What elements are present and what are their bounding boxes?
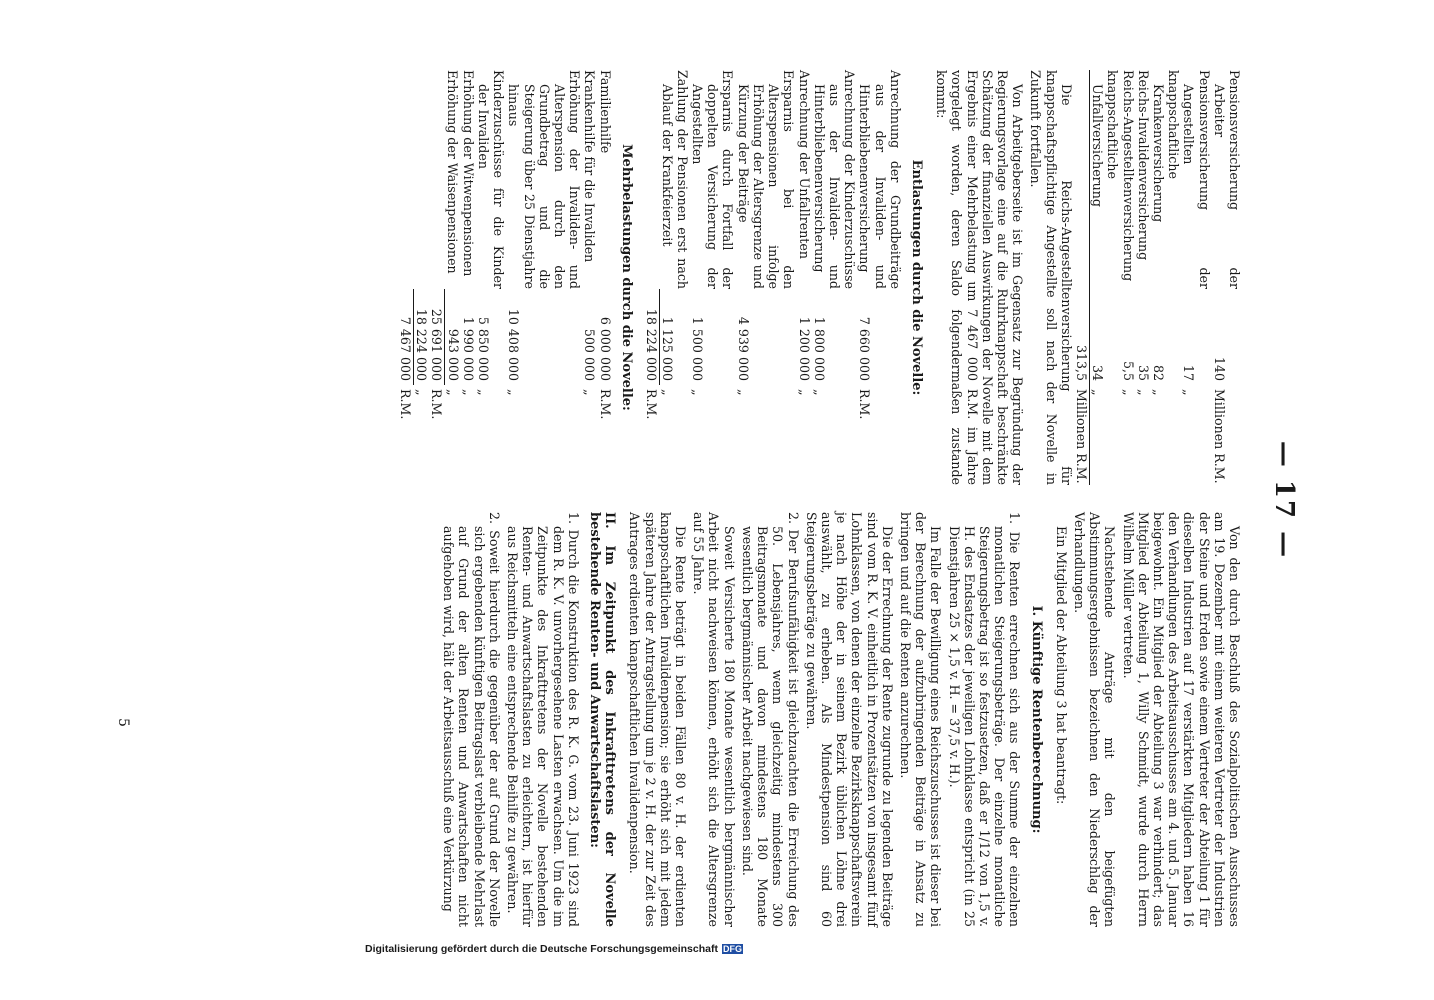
section-heading-inkrafttreten: II. Im Zeitpunkt des Inkrafttretens der Novelle bestehende Renten- und Anwartschaftslasten: [587, 512, 618, 927]
burden-heading: Mehrbelastungen durch die Novelle: [618, 144, 634, 411]
insurance-row [1181, 70, 1211, 485]
page-header-number: — 17 — [1269, 440, 1299, 560]
relief-row-value: 1 800 000 [811, 316, 827, 381]
burden-row-unit: „ [582, 389, 598, 396]
insurance-row-unit: „ [1181, 389, 1197, 396]
insurance-row-label: Pensionsversicherung der Angestellten [1181, 70, 1212, 289]
dfg-side-note [365, 938, 1325, 960]
insurance-row-value: 82 [1150, 364, 1166, 381]
burden-row-label: Krankenhilfe für die Invaliden [582, 70, 598, 263]
burden-row-label: Erhöhung der Invaliden- und Alterspension durch den Grundbetrag und die Steigerung über 25 Dienstjahre hinaus [506, 70, 583, 289]
burden-row-label: Kinderzuschüsse für die Kinder der Invaliden [475, 70, 507, 289]
insurance-row [1212, 70, 1242, 485]
relief-row [690, 70, 736, 485]
burden-sum-value: 25 691 000 [429, 289, 445, 385]
relief-row-unit: „ [690, 389, 706, 396]
burden-row-label: Erhöhung der Witwenpensionen [460, 70, 476, 277]
item-1-beitraege: Die der Errechnung der Rente zugrunde zu legenden Beiträge sind vom R. K. V. einheitlich in Prozentsätzen von insgesamt fünf Lohnklassen, von denen der einzelne Bezirksknappschaftsverein je nach Höhe der in seinem Bezirk üblichen Löhne drei auswählt, zu erheben. Als Mindestpension sind 60 Steigerungsbeträge zu gewähren. [803, 512, 895, 927]
item-4-text: 2. Soweit hierdurch die gegenüber der auf Grund der Novelle sich ergebenden künftigen Beitragslast verbleibende Mehrlast auf Grund der alten Renten und Anwartschaften nicht aufgehoben wird, hält der Arbeitsausschuß eine Verkürzung [441, 512, 502, 927]
relief-heading: Entlastungen durch die Novelle: [908, 159, 924, 396]
relief-row [812, 70, 858, 485]
burden-row-value: 943 000 [445, 328, 461, 381]
relief-row-value: 1 200 000 [796, 316, 812, 381]
relief-row-label: Ersparnis bei den Alterspensionen infolge Erhöhung der Altersgrenze und Kürzung der Beiträge [735, 70, 797, 289]
insurance-row-value: 5,5 [1120, 360, 1136, 381]
item-3-text: 1. Durch die Konstruktion des R. K. G. vom 23. Juni 1923 sind dem R. K. V. unvorhergesehene Lasten erwachsen. Um die im Zeitpunkte des Inkrafttretens der Novelle bestehenden Renten- und Anwartschaftslasten zu erleichtern, ist hierfür aus Reichsmitteln eine entsprechende Beihilfe zu gewähren. [505, 512, 581, 927]
item-1-text: 1. Die Renten errechnen sich aus der Summe der einzelnen monatlichen Steigerungsbeträge. Der einzelne monatliche Steigerungsbetrag ist so festzusetzen, daß er 1/12 von 1,5 v. H. des Endsatzes der jeweiligen Lohnklasse entspricht (in 25 Dienstjahren 25 × 1,5 v. H. = 37,5 v. H.). [946, 512, 1023, 927]
relief-total-row [644, 70, 660, 485]
burden-sum-unit: R.M. [429, 389, 445, 420]
relief-total-value: 18 224 000 [644, 289, 660, 385]
scanned-page [97, 40, 1337, 960]
insurance-row-label: knappschaftliche Unfallversicherung [1090, 70, 1121, 207]
burden-row-label: Erhöhung der Waisenpensionen [445, 70, 461, 274]
relief-row-label: Anrechnung der Kinderzuschüsse aus der Invaliden- und Hinterbliebenenversicherung [811, 70, 858, 289]
total-unit: Millionen R.M. [1074, 385, 1090, 485]
relief-row [736, 70, 797, 485]
insurance-row-label: Reichs-Angestelltenversicherung [1120, 70, 1136, 282]
relief-row-value: 1 500 000 [690, 316, 706, 381]
paragraph-antrag-intro: Ein Mitglied der Abteilung 3 hat beantragt: [1053, 526, 1069, 805]
insurance-row-value: 17 [1181, 364, 1197, 381]
relief-row-unit: „ [811, 389, 827, 396]
paragraph-ausschuss: Von den durch Beschluß des Sozialpolitischen Ausschusses am 19. Dezember mit einem weiteren Vertreter der Industrien der Steine und Erden sowie einem Vertreter der Abteilung 1 für dieselben Industrien auf 17 verstärkten Mitgliedern haben 16 den Verhandlungen des Arbeitsausschusses am 4. und 5. Januar beigewohnt. Ein Mitglied der Abteilung 3 war verhindert; das Mitglied der Abteilung 1, Willy Schmidt, wurde durch Herrn Wilhelm Müller vertreten. [1120, 512, 1242, 927]
right-column [438, 512, 1242, 927]
dfg-logo: DFG [722, 944, 742, 954]
insurance-row-label: Pensionsversicherung der Arbeiter [1211, 70, 1242, 289]
paragraph-arbeitgeber: Von Arbeitgeberseite ist im Gegensatz zur Begründung der Regierungsvorlage eine auf die Ruhrknappschaft beschränkte Schätzung der finanziellen Auswirkungen der Novelle mit dem Ergebnis einer Mehrbelastung um 7 467 000 R.M. im Jahre vorgelegt worden, deren Saldo folgendermaßen zustande kommt: [934, 70, 1026, 485]
relief-row-label: Anrechnung der Grundbeiträge aus der Invaliden- und Hinterbliebenenversicherung [857, 70, 903, 289]
burden-sum-row [429, 70, 445, 485]
burden-row-value: 6 000 000 [597, 316, 613, 381]
insurance-row-unit: „ [1090, 389, 1106, 396]
insurance-row-unit: „ [1120, 389, 1136, 396]
insurance-row-label: Reichs-Invalidenversicherung [1135, 70, 1151, 261]
relief-row-label: Ersparnis durch Fortfall der doppelten Versicherung der Angestellten [690, 70, 736, 289]
burden-row-unit: „ [460, 389, 476, 396]
relief-row [796, 70, 811, 485]
insurance-row-unit: Millionen R.M. [1211, 389, 1227, 484]
relief-row-label: Zahlung der Pensionen erst nach Ablauf der Krankfeierzeit [659, 70, 690, 289]
insurance-row-value: 34 [1090, 364, 1106, 381]
item-2-rente: Die Rente beträgt in beiden Fällen 80 v. H. der erdienten knappschaftlichen Invalidenpension; sie erhöht sich mit jedem späteren Jahre der Antragstellung um je 2 v. H. der zur Zeit des Antrages erdienten knappschaftlichen Invalidenpension. [627, 512, 689, 927]
dfg-note-text: Digitalisierung gefördert durch die Deutsche Forschungsgemeinschaft [365, 943, 718, 955]
burden-row-value: 500 000 [582, 328, 598, 381]
left-column [398, 70, 1242, 485]
insurance-row-value: 35 [1135, 364, 1151, 381]
burden-row-unit: „ [475, 389, 491, 396]
insurance-row [1120, 70, 1135, 485]
insurance-row-unit: „ [1135, 389, 1151, 396]
item-1-reichszuschuss: Im Falle der Bewilligung eines Reichszuschusses ist dieser bei der Berechnung der aufzubringenden Beiträge in Ansatz zu bringen und auf die Renten anzurechnen. [897, 512, 944, 927]
burden-row-value: 10 408 000 [506, 308, 522, 381]
insurance-row [1136, 70, 1151, 485]
insurance-row-unit: „ [1150, 389, 1166, 396]
relief-row [659, 70, 689, 485]
relief-row [857, 70, 903, 485]
burden-row [506, 70, 582, 485]
total-value: 313,5 [1074, 289, 1090, 385]
burden-row [461, 70, 476, 485]
burden-result-row [398, 70, 414, 485]
burden-minus-value: 18 224 000 [414, 308, 430, 381]
insurance-row-label: knappschaftliche Krankenversicherung [1150, 70, 1182, 223]
insurance-row [1151, 70, 1181, 485]
burden-row-value: 5 850 000 [475, 316, 491, 381]
insurance-row-value: 140 [1211, 356, 1227, 381]
relief-total-unit: R.M. [643, 389, 659, 420]
burden-row-label: Familienhilfe [597, 70, 613, 154]
burden-row [445, 70, 461, 485]
paragraph-angestellte: Die Reichs-Angestelltenversicherung für knappschaftspflichtige Angestellte soll nach der Novelle in Zukunft fortfallen. [1028, 70, 1074, 485]
page-footer-number: 5 [115, 718, 131, 727]
burden-row-unit: „ [506, 389, 522, 396]
relief-row-value: 1 125 000 [660, 316, 676, 381]
burden-row [597, 70, 612, 485]
burden-row-unit: „ [445, 389, 461, 396]
burden-minus-unit: „ [413, 389, 429, 396]
burden-result-unit: R.M. [397, 389, 413, 420]
burden-row [582, 70, 597, 485]
relief-row-unit: „ [796, 389, 812, 396]
insurance-table-total [1074, 70, 1090, 485]
relief-row-value: 4 939 000 [735, 316, 751, 381]
burden-minus-row [413, 70, 429, 485]
burden-table [398, 70, 613, 485]
relief-table [644, 70, 903, 485]
item-2-altersgrenze: Soweit Versicherte 180 Monate wesentlich bergmännischer Arbeit nicht nachweisen können, erhöht sich die Altersgrenze auf 55 Jahre. [691, 512, 737, 927]
burden-row-unit: R.M. [597, 389, 613, 420]
relief-row-unit: R.M. [857, 389, 873, 420]
burden-row-value: 1 990 000 [460, 316, 476, 381]
relief-row-unit: „ [659, 389, 675, 396]
burden-result-value: 7 467 000 [398, 289, 414, 385]
paragraph-antraege: Nachstehende Anträge mit den beigefügten Abstimmungsergebnissen bezeichnen den Niederschlag der Verhandlungen. [1071, 512, 1118, 927]
insurance-table [1074, 70, 1242, 485]
section-heading-rentenberechnung: I. Künftige Rentenberechnung: [1028, 605, 1044, 834]
item-2-text: 2. Der Berufsunfähigkeit ist gleichzuachten die Erreichung des 50. Lebensjahres, wenn gleichzeitig mindestens 300 Beitragsmonate und davon mindestens 180 Monate wesentlich bergmännischer Arbeit nachgewiesen sind. [739, 512, 801, 927]
relief-row-value: 7 660 000 [857, 316, 873, 381]
burden-row [476, 70, 506, 485]
relief-row-label: Anrechnung der Unfallrenten [796, 70, 812, 259]
relief-row-unit: „ [735, 389, 751, 396]
insurance-row [1089, 70, 1120, 485]
